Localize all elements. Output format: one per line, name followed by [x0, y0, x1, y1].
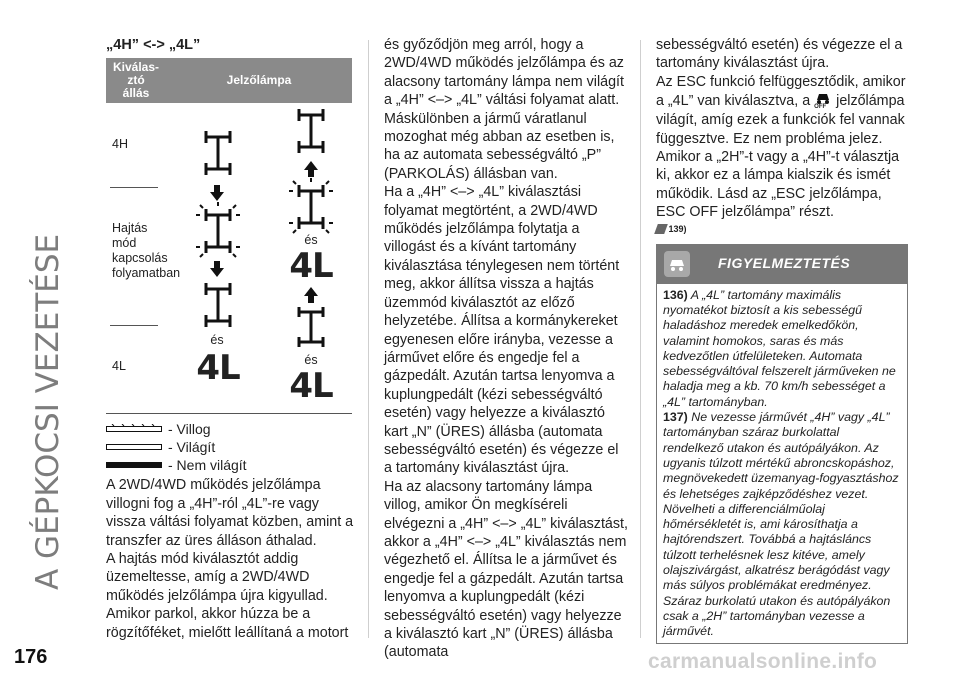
- drivetrain-icon-on: [198, 279, 238, 331]
- and-label: és: [304, 233, 318, 248]
- watermark: carmanualsonline.info: [648, 650, 878, 673]
- warning-text: A „4L” tartomány maximális nyomatékot biztosít a kis sebességű haladáshoz meredek emelkedőkön, valamint homokos, saras és más kedvezőtlen útfelületeken. Automata sebességváltóval felszerelt járműveken ne haladja meg a kb. 70 km/h sebességet a „4L” tartományban.: [663, 287, 896, 409]
- drivetrain-icon-on: [291, 303, 331, 351]
- table-body: [106, 103, 352, 409]
- column-divider-2: [640, 40, 641, 638]
- column-2: [384, 36, 630, 662]
- low-range-4l-label-flashing: 4L: [289, 246, 333, 287]
- legend-item-flash: [106, 420, 356, 438]
- column-divider-1: [368, 40, 369, 638]
- paragraph: [656, 73, 908, 222]
- and-label: és: [210, 333, 224, 348]
- drivetrain-icon-on: [198, 127, 238, 179]
- row-separator-1: [110, 187, 158, 188]
- legend: [106, 420, 356, 474]
- off-legend-icon: [106, 460, 162, 470]
- row-label-4l: 4L: [112, 359, 126, 374]
- on-legend-icon: [106, 442, 162, 452]
- warning-number: 137): [663, 410, 688, 425]
- legend-item-on: [106, 438, 356, 456]
- warning-title: FIGYELMEZTETÉS: [718, 255, 851, 272]
- low-range-4l-label: 4L: [289, 366, 333, 407]
- column-3: [656, 36, 908, 644]
- legend-off-label: - Nem világít: [168, 457, 247, 474]
- paragraph: és győződjön meg arról, hogy a 2WD/4WD működés jelzőlámpa és az alacsony tartomány lámpa nem világít a „4H” <–> „4L” váltási folyamat alatt. Máskülönben a jármű váratlanul mozoghat még abban az esetben is, ha az automata sebességváltó „P” (PARKOLÁS) állásban van.: [384, 37, 624, 182]
- esc-off-icon: [814, 91, 832, 111]
- chapter-sidebar: [30, 30, 70, 590]
- warning-number: 136): [663, 287, 688, 302]
- flash-legend-icon: [106, 424, 162, 434]
- paragraph-part: Az ESC funkció felfüggesztődik, amikor a „4L” van kiválasztva, a: [656, 73, 906, 109]
- low-range-4l-label: 4L: [196, 348, 240, 389]
- table-header-selector: Kiválas- ztó állás: [106, 58, 166, 103]
- chapter-title: A GÉPKOCSI VEZETÉSE: [30, 233, 66, 590]
- paragraph-part: jelzőlámpa világít, amíg ezek a funkciók fel vannak függesztve. Ez nem probléma jelez. Amikor a „2H”-t vagy a „4H”-t választja ki, akkor ez a lámpa kialszik és ismét működik. Lásd az „ESC jelzőlámpa, ESC OFF jelzőlámpa” részt.: [656, 93, 905, 221]
- row-label-4h: 4H: [112, 137, 128, 152]
- reference-number: 139): [668, 223, 687, 234]
- esc-off-icon-label: OFF: [814, 104, 827, 111]
- page-number: 176: [14, 646, 48, 668]
- paragraph: A hajtás mód kiválasztót addig üzemeltesse, amíg a 2WD/4WD működés jelzőlámpa újra kigyullad.: [106, 551, 328, 604]
- drivetrain-icon-flashing: [194, 201, 242, 259]
- legend-flash-label: - Villog: [168, 421, 211, 438]
- legend-item-off: [106, 456, 356, 474]
- drivetrain-icon-on: [291, 105, 331, 157]
- warning-box: [656, 244, 908, 645]
- warning-header: [656, 244, 908, 284]
- paragraph: A 2WD/4WD működés jelzőlámpa villogni fog a „4H”-ról „4L”-re vagy vissza váltási folyamat közben, amint a transzfer az üres álláson áthalad.: [106, 477, 354, 549]
- car-warning-icon: [664, 251, 690, 277]
- paragraph: Ha az alacsony tartomány lámpa villog, amikor Ön megkíséreli elvégezni a „4H” <–> „4L” kiválasztást, akkor a „4H” <–> „4L” kiválasztás nem végezhető el. Állítsa le a járművet és engedje fel a gázpedált. Azután tartsa lenyomva a kuplungpedált (kézi sebességváltó esetén) vagy helyezze a kiválasztó kart „N” (ÜRES) állásba (automata: [384, 478, 628, 661]
- and-label: és: [304, 353, 318, 368]
- arrow-down-icon: [209, 185, 225, 201]
- reference: [656, 222, 908, 236]
- warning-content: [656, 284, 908, 645]
- section-heading: „4H” <-> „4L”: [106, 37, 201, 53]
- paragraph: Amikor parkol, akkor húzza be a rögzítőféket, mielőtt leállítaná a motort: [106, 606, 349, 641]
- table-header-lamp: Jelzőlámpa: [166, 58, 352, 103]
- table-bottom-rule: [106, 413, 352, 414]
- drivetrain-icon-flashing: [287, 177, 335, 235]
- warning-text: Ne vezesse járművét „4H” vagy „4L” tartományban száraz burkolattal rendelkező utakon és autópályákon. Az ugyanis túlzott mértékű abroncskopáshoz, megnövekedett üzemanyag-fogyasztáshoz és lehetséges zajképződéshez vezet. Növelheti a differenciálműolaj hőmérsékletét is, ami károsíthatja a hajtórendszert. Továbbá a hajtásláncs túlzott terhelésnek lesz kitéve, amely olajszivárgást, alkatrész berágódást vagy más súlyos problémákat eredményez. Száraz burkolatú utakon és autópályákon csak a „2H” tartományban vezesse a járművét.: [663, 410, 899, 639]
- paragraph: sebességváltó esetén) és végezze el a tartomány kiválasztást újra.: [656, 37, 903, 72]
- arrow-up-icon: [303, 287, 319, 303]
- pencil-icon: [654, 224, 668, 234]
- row-label-shift: Hajtás mód kapcsolás folyamatban: [112, 221, 181, 281]
- column-1: [106, 36, 356, 642]
- paragraph: Ha a „4H” <–> „4L” kiválasztási folyamat megtörtént, a 2WD/4WD működés jelzőlámpa folytatja a villogást és a kívánt tartomány kiválasztása ténylegesen nem történt meg, akkor állítsa vissza a hajtás üzemmód kiválasztót az előző helyzetébe. Állítsa a kormánykereket egyenesen előre irányba, vezesse a járművet előre és engedje fel a gázpedált. Azután tartsa lenyomva a kuplungpedált (kézi sebességváltó esetén) vagy helyezze a kiválasztó kart „N” (ÜRES) állásba (automata sebességváltó esetén) és végezze el a tartomány kiválasztást újra.: [384, 184, 620, 477]
- arrow-down-icon: [209, 261, 225, 277]
- indicator-table: [106, 58, 352, 409]
- row-separator-2: [110, 325, 158, 326]
- legend-on-label: - Világít: [168, 439, 216, 456]
- arrow-up-icon: [303, 161, 319, 177]
